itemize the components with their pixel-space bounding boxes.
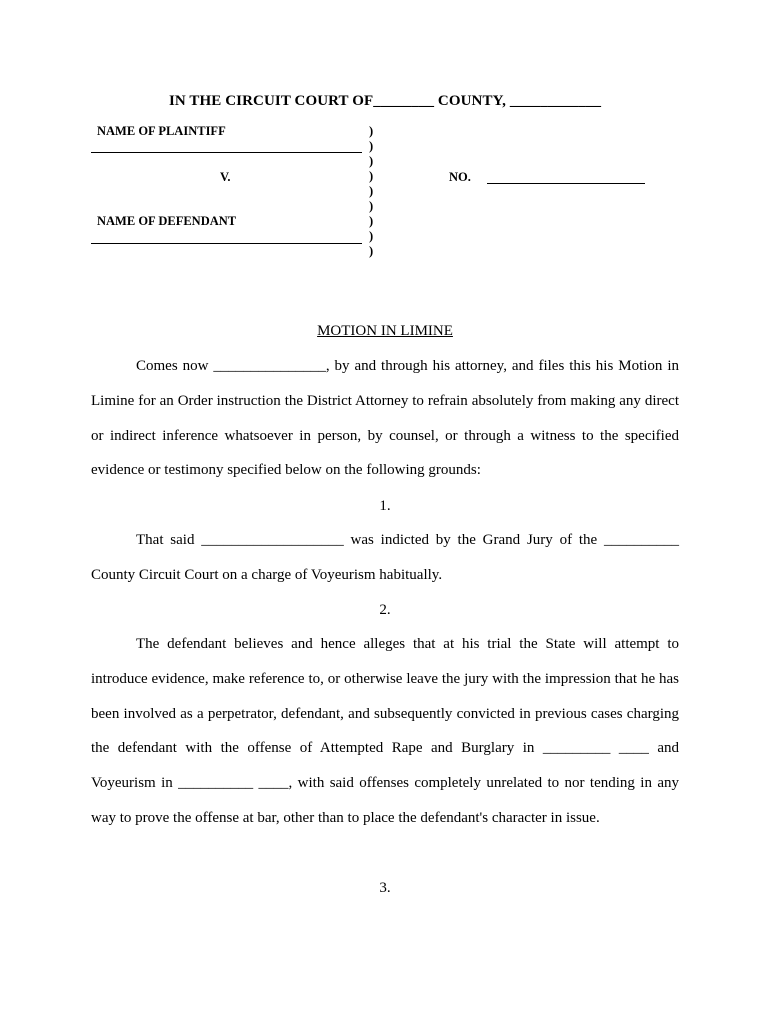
caption-paren: ): [369, 124, 374, 138]
caption-paren: ): [369, 169, 374, 183]
paragraph-number: 2.: [379, 602, 391, 618]
case-number-label: NO.: [449, 170, 471, 184]
paragraph-number: 1.: [379, 498, 391, 514]
caption-paren: ): [369, 244, 374, 258]
paragraph-number: 3.: [379, 880, 391, 896]
plaintiff-label: NAME OF PLAINTIFF: [97, 124, 226, 138]
paragraph-text: That said ___________________ was indicted by the Grand Jury of the __________ County Circuit Court on a charge of Voyeurism habitually.: [91, 532, 679, 583]
intro-paragraph: Comes now _______________, by and through his attorney, and files this his Motion in Limine for an Order instruction the District Attorney to refrain absolutely from making any direct or indirect inference whatsoever in person, by counsel, or through a witness to the specified evidence or testimony specified below on the following grounds:: [91, 358, 679, 479]
caption-paren: ): [369, 229, 374, 243]
defendant-name-line: [91, 243, 362, 244]
plaintiff-name-line: [91, 152, 362, 153]
caption-paren: ): [369, 184, 374, 198]
motion-title: MOTION IN LIMINE: [317, 323, 453, 339]
court-title: IN THE CIRCUIT COURT OF________ COUNTY, ____________: [168, 93, 602, 109]
caption-parentheses: [369, 124, 373, 259]
caption-paren: ): [369, 199, 374, 213]
defendant-label: NAME OF DEFENDANT: [97, 214, 237, 228]
caption-paren: ): [369, 154, 374, 168]
case-number-line: [487, 183, 645, 184]
caption-paren: ): [369, 214, 374, 228]
paragraph-text: The defendant believes and hence alleges that at his trial the State will attempt to introduce evidence, make reference to, or otherwise leave the jury with the impression that he has been involved as a perpetrator, defendant, and subsequently convicted in previous cases charging the defendant with the offense of Attempted Rape and Burglary in _________ ____ and Voyeurism in __________ ____, with said offenses completely unrelated to nor tending in any way to prove the offense at bar, other than to place the defendant's character in issue.: [91, 636, 679, 826]
caption-paren: ): [369, 139, 374, 153]
versus-label: V.: [220, 170, 231, 184]
